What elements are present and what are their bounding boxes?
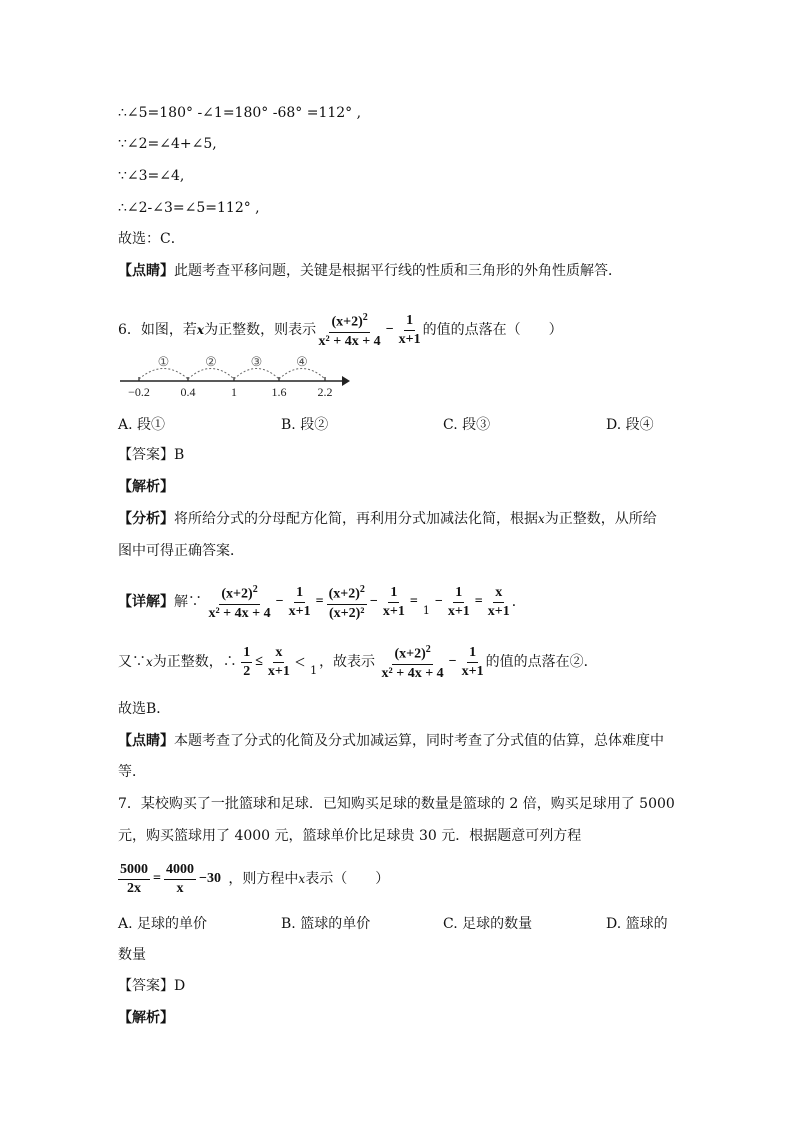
ineq-frac-x: $\frac{x}{x+1}$ <box>267 644 290 679</box>
q6-answer: 【答案】B <box>118 447 185 463</box>
q7-option-c[interactable]: C. 足球的数量 <box>443 916 533 932</box>
q6-var: x <box>196 323 205 337</box>
q7-equation: $\frac{5000}{2x}$ = $\frac{4000}{x}$ −30 ，则方程中x表示（ ） <box>120 861 390 896</box>
tick-label: 2.2 <box>317 385 333 399</box>
step-line-3: ∵∠3=∠4, <box>118 168 185 184</box>
q7-option-a[interactable]: A. 足球的单价 <box>118 916 208 932</box>
detail-frac-f: $\frac{x}{x+1}$ <box>487 584 510 619</box>
q6-comment-2: 等． <box>118 764 146 780</box>
q6-prefix: 6．如图，若 <box>118 322 197 338</box>
q6-choose: 故选B． <box>118 701 171 717</box>
q7-answer: 【答案】D <box>118 978 186 994</box>
prev-comment <box>118 261 622 281</box>
segment-label: ② <box>205 354 217 369</box>
step-line-1: ∴∠5=180° -∠1=180° -68° =112° , <box>118 105 362 121</box>
q7-option-b[interactable]: B. 篮球的单价 <box>281 916 371 932</box>
q6-option-b[interactable]: B. 段② <box>281 417 329 433</box>
segment-arc <box>188 369 234 380</box>
q6-inequality: 又∵x为正整数，∴ $\frac{1}{2}$ ≤ $\frac{x}{x+1}$ < $_1$，故表示 $\frac{(x+2)^2}{\text{x² + 4x + 4}}$ − $\frac{1}{x+1}$ 的值的点落在②． <box>118 644 598 681</box>
tick-label: 1.6 <box>271 385 287 399</box>
q6-detail: 【详解】解∵ $\frac{(x+2)^2}{\text{x² + 4x + 4}}$ − $\frac{1}{x+1}$ = $\frac{(x+2)^2}{\text{(x+2)²}}$ − $\frac{1}{x+1}$ $=_1-$ $\frac{1}{x+1}$ = $\frac{x}{x+1}$ ． <box>118 584 526 621</box>
q6-comment-1: 【点睛】本题考查了分式的化简及分式加减运算，同时考查了分式值的估算，总体难度中 <box>118 733 664 749</box>
segment-label: ③ <box>250 354 263 369</box>
segment-label: ④ <box>296 354 308 369</box>
detail-frac-a: $\frac{(x+2)^2}{\text{x² + 4x + 4}}$ <box>208 584 271 621</box>
tick-label: 1 <box>231 385 237 399</box>
q6-option-d[interactable]: D. 段④ <box>606 417 654 433</box>
tick-label: −0.2 <box>128 385 150 399</box>
q6-frac-a: $\frac{(x+2)^2}{\text{x² + 4x + 4}}$ <box>318 312 381 349</box>
ineq-half: $\frac{1}{2}$ <box>243 644 251 679</box>
q7-frac-b: $\frac{4000}{x}$ <box>165 861 194 896</box>
detail-frac-c: $\frac{(x+2)^2}{\text{(x+2)²}}$ <box>328 584 365 621</box>
q6-fenxi-line-2: 图中可得正确答案． <box>118 543 244 559</box>
detail-frac-d: $\frac{1}{x+1}$ <box>382 584 405 619</box>
tick-label: 0.4 <box>180 385 196 399</box>
detail-frac-b: $\frac{1}{x+1}$ <box>288 584 311 619</box>
q7-option-d[interactable]: D. 篮球的 <box>606 916 668 932</box>
comment-tag: 【点睛】 <box>118 263 174 279</box>
segment-arc <box>279 369 325 380</box>
ineq-expr-a: $\frac{(x+2)^2}{\text{x² + 4x + 4}}$ <box>381 644 444 681</box>
step-line-2: ∵∠2=∠4+∠5, <box>118 136 217 152</box>
segment-label: ① <box>157 354 170 369</box>
q6-fenxi-line-1: 【分析】将所给分式的分母配方化简，再利用分式加减法化简，根据x为正整数，从所给 <box>118 511 657 527</box>
fenxi-tag: 【分析】 <box>118 511 174 527</box>
q6-suffix: 的值的点落在（ ） <box>422 322 563 338</box>
q6-analysis-tag: 【解析】 <box>118 479 174 495</box>
q7-analysis-tag: 【解析】 <box>118 1010 174 1026</box>
q7-stem-1: 7．某校购买了一批篮球和足球．已知购买足球的数量是篮球的 2 倍，购买足球用了 5000 <box>118 796 675 812</box>
ineq-expr-b: $\frac{1}{x+1}$ <box>461 644 484 679</box>
segment-arc <box>139 369 188 380</box>
arrow-head-icon <box>342 376 350 386</box>
comment-text: 此题考查平移问题，关键是根据平行线的性质和三角形的外角性质解答． <box>174 263 622 279</box>
segment-arc <box>234 369 279 380</box>
q7-option-d-cont: 数量 <box>118 947 146 963</box>
q6-frac-b: $\frac{1}{x+1}$ <box>398 312 421 347</box>
prev-choose: 故选：C． <box>118 231 185 247</box>
detail-tag: 【详解】 <box>118 594 174 610</box>
q7-frac-a: $\frac{5000}{2x}$ <box>120 861 148 896</box>
q6-minus: − <box>385 322 394 337</box>
q7-stem-2: 元，购买篮球用了 4000 元，篮球单价比足球贵 30 元．根据题意可列方程 <box>118 828 582 844</box>
q6-option-c[interactable]: C. 段③ <box>443 417 491 433</box>
q6-option-a[interactable]: A. 段① <box>118 417 166 433</box>
q6-mid: 为正整数，则表示 <box>204 322 317 338</box>
number-line <box>118 350 350 400</box>
step-line-4: ∴∠2-∠3=∠5=112° , <box>118 200 260 216</box>
detail-frac-e: $\frac{1}{x+1}$ <box>447 584 470 619</box>
